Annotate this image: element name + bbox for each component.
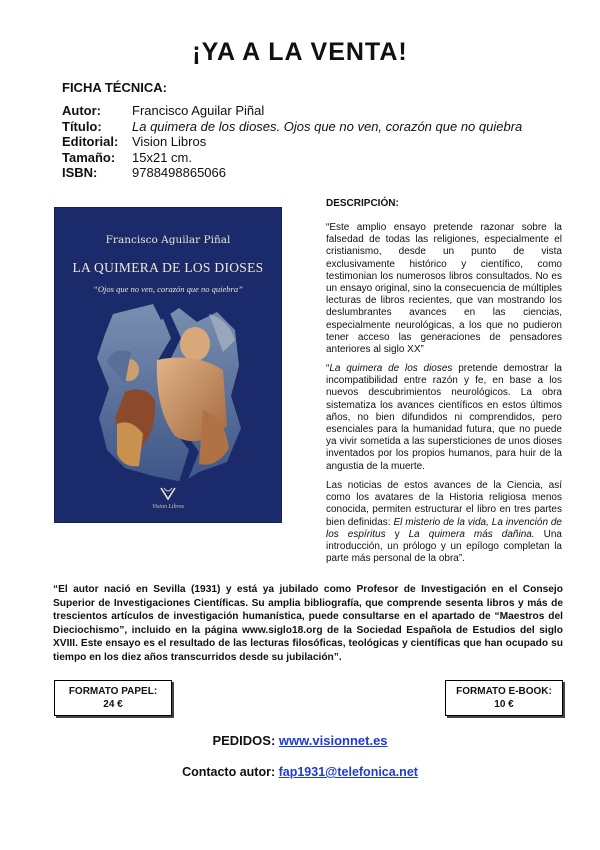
description-text: Una introducción, un prólogo y un epílogo completan la parte más personal de la obra”. — [326, 528, 562, 565]
orders-line — [0, 733, 600, 748]
ficha-heading: FICHA TÉCNICA: — [62, 80, 167, 95]
contact-label: Contacto autor: — [182, 765, 276, 779]
part-titles-italic: El misterio de la vida, La invención de los espíritus — [326, 516, 562, 540]
cover-title: LA QUIMERA DE LOS DIOSES — [72, 260, 264, 275]
description-paragraph-1: “Este amplio ensayo pretende razonar sobre la falsedad de todas las religiones, especialmente el cristianismo, desde un punto de vista exclusivamente histórico y científico, como testimonian los numerosos libros consultados. No es un ensayo original, sino la consecuencia de múltiples lecturas de libros recientes, que van mostrando los deslumbrantes avances en las ciencias, especialmente neurológicas, a los que no pudieron tener acceso las generaciones de pensadores anteriores al siglo XX” — [326, 222, 562, 356]
cover-publisher: Vision Libros — [152, 504, 184, 510]
format-paper-box — [54, 680, 172, 716]
description-paragraph-3 — [326, 480, 562, 565]
description-paragraph-2 — [326, 363, 562, 473]
orders-link[interactable]: www.visionnet.es — [278, 733, 388, 748]
orders-label: PEDIDOS: — [212, 733, 276, 748]
ficha-value: 9788498865066 — [132, 165, 226, 180]
cover-subtitle: “Ojos que no ven, corazón que no quiebra” — [93, 284, 243, 294]
publisher-logo-icon — [159, 486, 177, 502]
description-text: y — [385, 528, 409, 540]
ficha-key: Tamaño: — [62, 149, 116, 165]
book-cover — [55, 208, 281, 522]
ficha-value: 15x21 cm. — [132, 149, 192, 165]
description-text: Las noticias de estos avances de la Ciencia, así como los avatares de la Historia religiosa menos conocida, permiten estructurar el libro en tres partes bien definidas: — [326, 480, 562, 528]
ficha-row-titulo — [62, 119, 522, 135]
author-bio: “El autor nació en Sevilla (1931) y está ya jubilado como Profesor de Investigación en el Consejo Superior de Investigaciones Científicas. Su amplia bibliografía, que comprende sesenta libros y más de trescientos artículos de investigación humanística, puede consultarse en el apartado de “Maestros del Dieciochismo”, incluido en la página www.siglo18.org de la Sociedad Española de Estudios del siglo XVIII. Este ensayo es el resultado de las lecturas filosóficas, teológicas y científicas que han ocupado su tiempo en los diez años transcurridos desde su jubilación”. — [53, 584, 563, 663]
ficha-key: Autor: — [62, 103, 101, 118]
description-heading: DESCRIPCIÓN: — [326, 198, 399, 209]
description-text: pretende demostrar la incompatibilidad entre razón y fe, en base a los nuevos descubrimientos neurológicos. La obra sistematiza los avances científicos en estos últimos años, no bien difundidos ni comprendidos, pero esenciales para la humanidad futura, que no puede ya vivir sometida a las supersticiones de unos dioses inventados por los propios humanos, para huir de la angustia de la muerte. — [326, 363, 562, 472]
ficha-key: Título: — [62, 118, 102, 134]
ficha-value: La quimera de los dioses. Ojos que no ven, corazón que no quiebra — [132, 118, 523, 134]
ficha-table — [62, 103, 522, 181]
format-ebook-box — [445, 680, 563, 716]
quote-mark: “ — [326, 363, 330, 374]
contact-line — [0, 765, 600, 779]
ficha-value: Francisco Aguilar Piñal — [132, 103, 265, 118]
book-title-italic: La quimera de los dioses — [329, 363, 453, 374]
ficha-key: Editorial: — [62, 134, 119, 149]
ficha-row-editorial — [62, 134, 522, 150]
cover-author: Francisco Aguilar Piñal — [105, 234, 231, 246]
page-title: ¡YA A LA VENTA! — [192, 38, 408, 66]
cover-painting — [95, 300, 241, 482]
part-title-italic: La quimera más dañina. — [408, 528, 535, 540]
format-ebook-label: FORMATO E-BOOK: — [456, 686, 552, 697]
ficha-row-autor — [62, 103, 522, 119]
contact-email-link[interactable]: fap1931@telefonica.net — [278, 765, 418, 779]
format-paper-price: 24 € — [103, 699, 123, 710]
ficha-value: Vision Libros — [132, 134, 207, 149]
format-paper-label: FORMATO PAPEL: — [68, 686, 158, 697]
ficha-key: ISBN: — [62, 165, 98, 180]
ficha-row-tamano — [62, 150, 522, 166]
format-ebook-price: 10 € — [494, 699, 514, 710]
ficha-row-isbn — [62, 165, 522, 181]
